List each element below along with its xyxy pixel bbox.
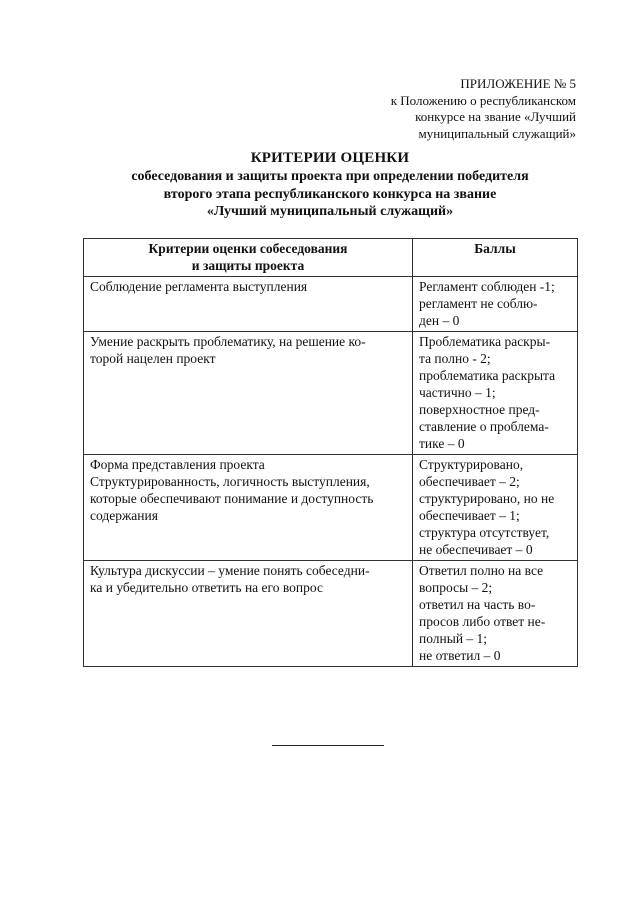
table-row <box>84 455 578 561</box>
header-criteria <box>84 239 413 277</box>
score-text-line: вопросы – 2; <box>419 580 493 595</box>
score-text-line: ден – 0 <box>419 313 460 328</box>
score-text-line: частично – 1; <box>419 385 496 400</box>
criteria-text-line: содержания <box>90 508 158 523</box>
score-text-line: проблематика раскрыта <box>419 368 556 383</box>
criteria-text-line: которые обеспечивают понимание и доступность <box>90 491 374 506</box>
document-subtitle-line: «Лучший муниципальный служащий» <box>206 204 454 219</box>
signature-line <box>272 745 384 746</box>
score-cell <box>413 332 578 455</box>
score-text-line: обеспечивает – 2; <box>419 474 520 489</box>
score-text-line: Регламент соблюден -1; <box>419 279 555 294</box>
score-cell <box>413 277 578 332</box>
table-row <box>84 332 578 455</box>
criteria-text-line: Культура дискуссии – умение понять собеседни- <box>90 563 370 578</box>
criteria-text-line: Структурированность, логичность выступления, <box>90 474 370 489</box>
score-text-line: Ответил полно на все <box>419 563 544 578</box>
criteria-cell <box>84 277 413 332</box>
score-text-line: регламент не соблю- <box>419 296 538 311</box>
document-subtitle-line: собеседования и защиты проекта при определении победителя <box>131 169 529 184</box>
score-text-line: та полно - 2; <box>419 351 491 366</box>
score-text-line: тике – 0 <box>419 436 465 451</box>
appendix-number: ПРИЛОЖЕНИЕ № 5 <box>460 76 576 91</box>
appendix-reference-line: к Положению о республиканском <box>390 92 576 108</box>
score-text-line: Проблематика раскры- <box>419 334 551 349</box>
criteria-text-line: Форма представления проекта <box>90 457 265 472</box>
appendix-reference-line: конкурсе на звание «Лучший <box>415 109 576 124</box>
score-text-line: просов либо ответ не- <box>419 614 546 629</box>
criteria-cell <box>84 561 413 667</box>
appendix-header <box>356 76 576 142</box>
appendix-reference-line: муниципальный служащий» <box>418 125 576 141</box>
document-title-block <box>80 148 580 221</box>
table-header-row <box>84 239 578 277</box>
header-criteria-line: Критерии оценки собеседования <box>148 241 348 256</box>
criteria-text-line: Умение раскрыть проблематику, на решение ко- <box>90 334 366 349</box>
score-text-line: структурировано, но не <box>419 491 555 506</box>
score-cell <box>413 561 578 667</box>
score-text-line: не обеспечивает – 0 <box>419 542 533 557</box>
criteria-text-line: ка и убедительно ответить на его вопрос <box>90 580 323 595</box>
criteria-text-line: Соблюдение регламента выступления <box>90 279 308 294</box>
score-text-line: ответил на часть во- <box>419 597 536 612</box>
score-text-line: полный – 1; <box>419 631 488 646</box>
header-score: Баллы <box>413 239 578 277</box>
table-row <box>84 561 578 667</box>
document-subtitle-line: второго этапа республиканского конкурса на звание <box>163 186 497 202</box>
criteria-cell <box>84 455 413 561</box>
header-criteria-line: и защиты проекта <box>191 258 305 273</box>
score-cell <box>413 455 578 561</box>
score-text-line: структура отсутствует, <box>419 525 550 540</box>
score-text-line: не ответил – 0 <box>419 648 501 663</box>
score-text-line: ставление о проблема- <box>419 419 549 434</box>
score-text-line: обеспечивает – 1; <box>419 508 520 523</box>
table-body <box>84 277 578 667</box>
score-text-line: поверхностное пред- <box>419 402 540 417</box>
criteria-text-line: торой нацелен проект <box>90 351 216 366</box>
criteria-cell <box>84 332 413 455</box>
score-text-line: Структурировано, <box>419 457 524 472</box>
document-title: КРИТЕРИИ ОЦЕНКИ <box>250 150 410 166</box>
table-row <box>84 277 578 332</box>
criteria-table <box>83 238 578 667</box>
